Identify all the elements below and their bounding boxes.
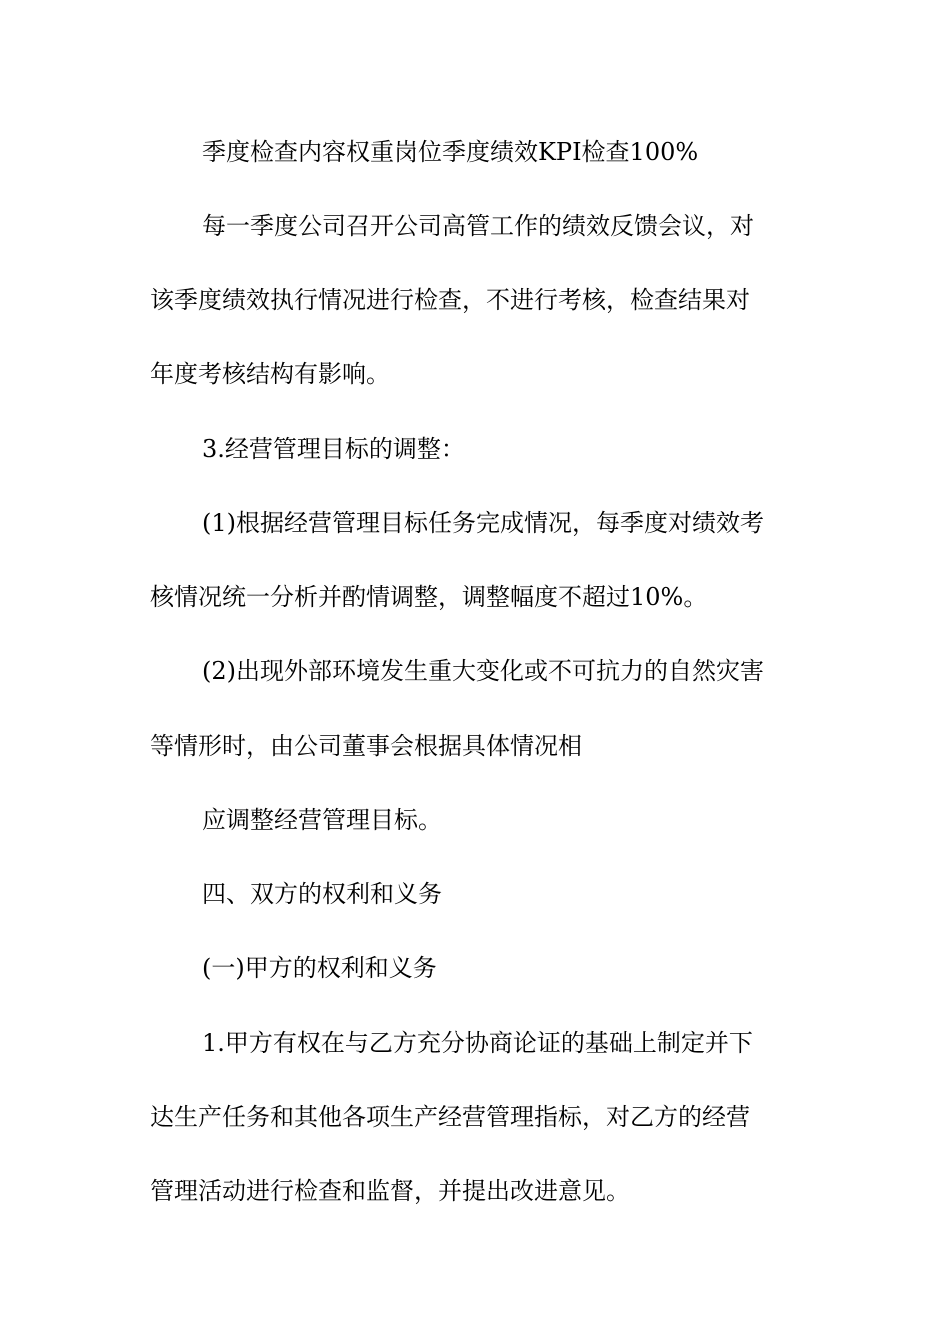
- section-heading: 四、双方的权利和义务: [202, 880, 442, 908]
- text-line: 管理活动进行检查和监督，并提出改进意见。: [150, 1177, 630, 1205]
- text-line: 年度考核结构有影响。: [150, 360, 390, 388]
- section-heading: 3.经营管理目标的调整：: [202, 435, 465, 463]
- text-line: (1)根据经营管理目标任务完成情况，每季度对绩效考: [202, 509, 764, 537]
- text-line: 应调整经营管理目标。: [202, 806, 442, 834]
- subsection-heading: (一)甲方的权利和义务: [202, 954, 437, 982]
- text-line: 1.甲方有权在与乙方充分协商论证的基础上制定并下: [202, 1029, 753, 1057]
- text-line: 每一季度公司召开公司高管工作的绩效反馈会议，对: [202, 212, 754, 240]
- text-line: 达生产任务和其他各项生产经营管理指标，对乙方的经营: [150, 1103, 750, 1131]
- text-line: 季度检查内容权重岗位季度绩效KPI检查100%: [202, 138, 699, 166]
- text-line: 该季度绩效执行情况进行检查，不进行考核，检查结果对: [150, 286, 750, 314]
- text-line: (2)出现外部环境发生重大变化或不可抗力的自然灾害: [202, 657, 764, 685]
- text-line: 等情形时，由公司董事会根据具体情况相: [150, 732, 582, 760]
- text-line: 核情况统一分析并酌情调整，调整幅度不超过10%。: [150, 583, 708, 611]
